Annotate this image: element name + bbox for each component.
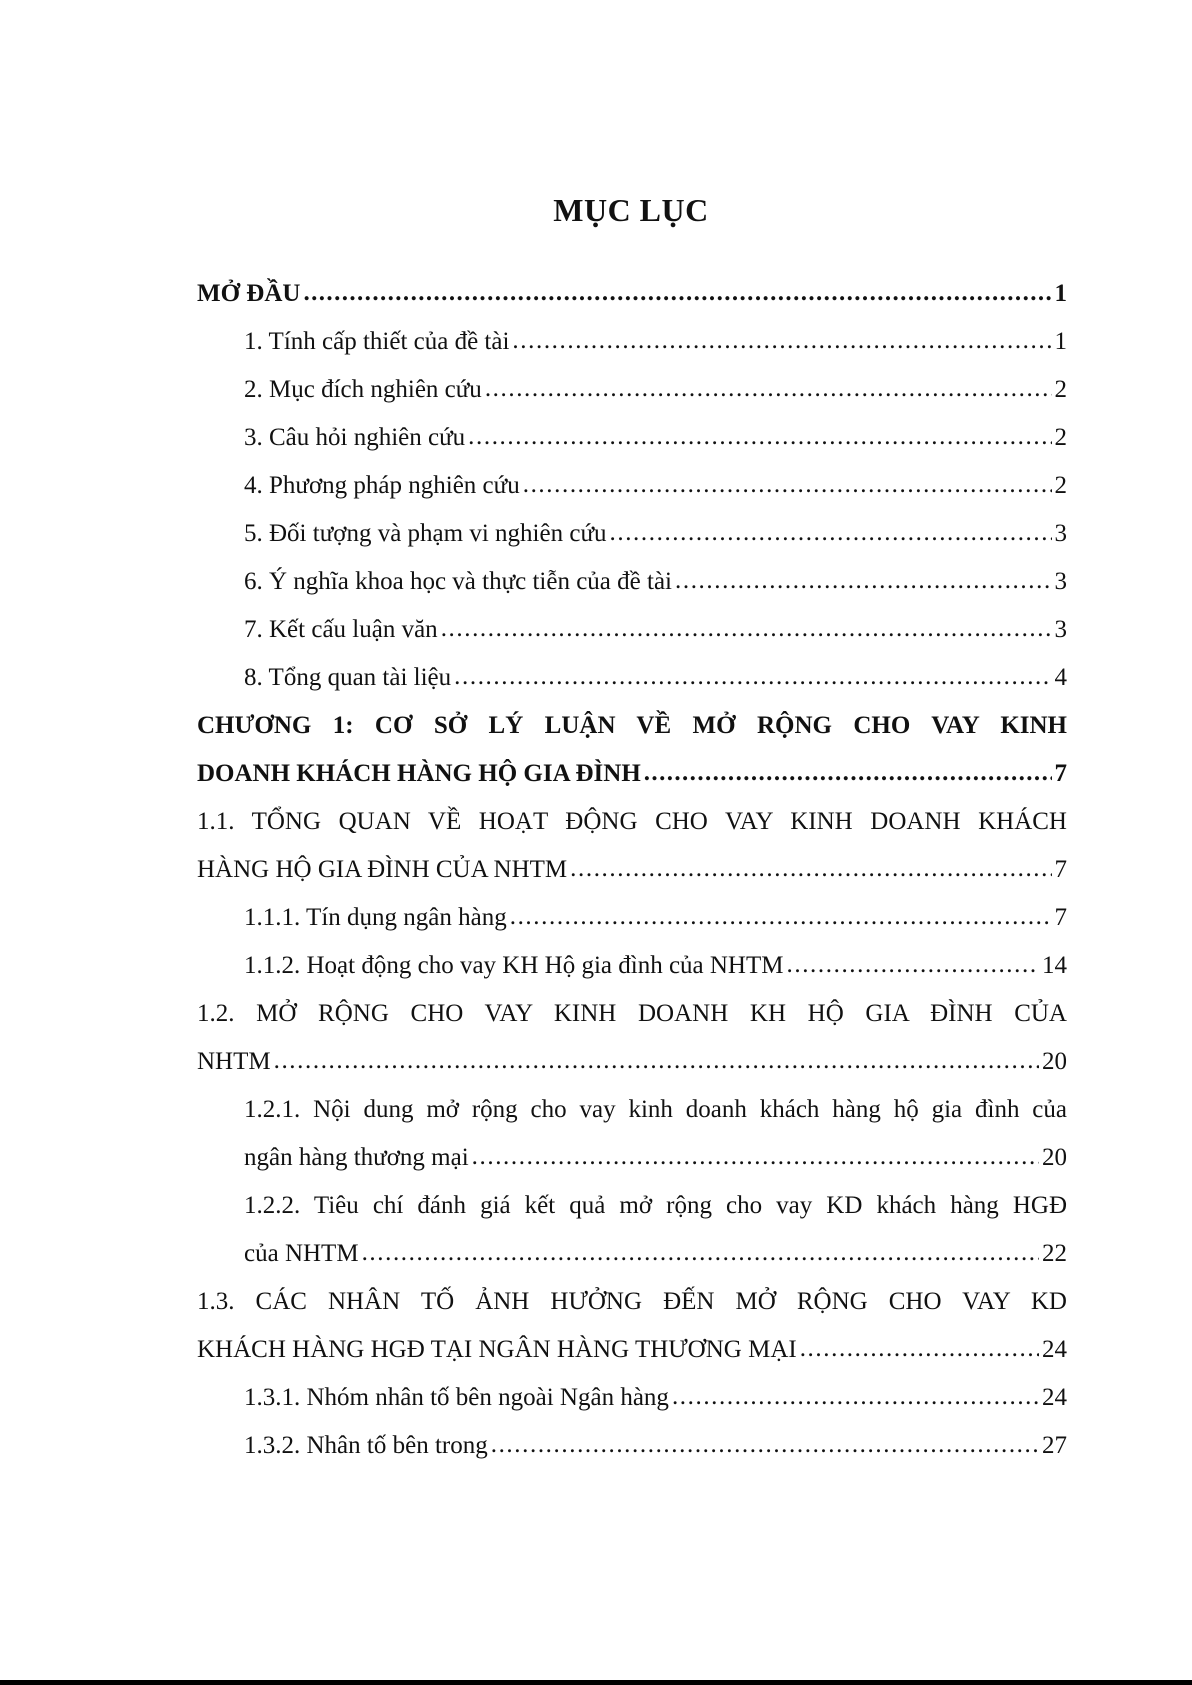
- toc-entry-label: 7. Kết cấu luận văn: [244, 616, 438, 643]
- toc-entry-line2: [197, 1134, 1067, 1182]
- toc-entry-label: của NHTM: [244, 1240, 359, 1267]
- toc-entry-mo-dau[interactable]: [197, 270, 1067, 318]
- toc-entry-page: 22: [1042, 1240, 1067, 1267]
- toc-entry[interactable]: [197, 654, 1067, 702]
- toc-entry-label: 8. Tổng quan tài liệu: [244, 664, 452, 691]
- toc-entry-page: 3: [1054, 568, 1067, 595]
- toc-entry-section-1-2-1[interactable]: [197, 1086, 1067, 1182]
- toc-entry[interactable]: [197, 366, 1067, 414]
- toc-entry[interactable]: [197, 318, 1067, 366]
- toc-entry-label: 1.3.1. Nhóm nhân tố bên ngoài Ngân hàng: [244, 1384, 669, 1411]
- dot-leader: [675, 557, 1052, 605]
- toc-entry-section-1-3[interactable]: [197, 1278, 1067, 1374]
- toc-entry-label-line1: 1.2.1. Nội dung mở rộng cho vay kinh doanh khách hàng hộ gia đình của: [244, 1096, 1067, 1123]
- dot-leader: [672, 1373, 1039, 1421]
- dot-leader: [491, 1421, 1039, 1469]
- toc-entry-label: MỞ ĐẦU: [197, 280, 301, 307]
- toc-entry-page: 20: [1042, 1048, 1067, 1075]
- toc-entry-label: 2. Mục đích nghiên cứu: [244, 376, 482, 403]
- toc-entry-line2: [197, 846, 1067, 894]
- toc-entry-label-line1: CHƯƠNG 1: CƠ SỞ LÝ LUẬN VỀ MỞ RỘNG CHO VAY KINH: [197, 712, 1067, 739]
- toc-entry-label: ngân hàng thương mại: [244, 1144, 469, 1171]
- toc-entry[interactable]: [197, 558, 1067, 606]
- toc-entry-label: 4. Phương pháp nghiên cứu: [244, 472, 520, 499]
- toc-entry-line2: [197, 1038, 1067, 1086]
- dot-leader: [454, 653, 1051, 701]
- toc-entry-page: 7: [1054, 760, 1067, 787]
- dot-leader: [510, 893, 1052, 941]
- table-of-contents: [197, 270, 1067, 1470]
- toc-entry-label-line1: 1.2.2. Tiêu chí đánh giá kết quả mở rộng cho vay KD khách hàng HGĐ: [244, 1192, 1067, 1219]
- toc-entry-label: KHÁCH HÀNG HGĐ TẠI NGÂN HÀNG THƯƠNG MẠI: [197, 1336, 797, 1363]
- toc-entry-label-line1: 1.2. MỞ RỘNG CHO VAY KINH DOANH KH HỘ GIA ĐÌNH CỦA: [197, 1000, 1067, 1027]
- toc-entry[interactable]: [197, 414, 1067, 462]
- toc-entry-label: 1.1.1. Tín dụng ngân hàng: [244, 904, 507, 931]
- toc-entry-section-1-1[interactable]: [197, 798, 1067, 894]
- dot-leader: [523, 461, 1052, 509]
- toc-entry-page: 7: [1054, 856, 1067, 883]
- dot-leader: [468, 413, 1051, 461]
- toc-entry-section-1-2[interactable]: [197, 990, 1067, 1086]
- toc-entry-page: 27: [1042, 1432, 1067, 1459]
- toc-entry-line2: [197, 1326, 1067, 1374]
- toc-entry-page: 4: [1054, 664, 1067, 691]
- toc-entry[interactable]: [197, 510, 1067, 558]
- dot-leader: [570, 845, 1051, 893]
- toc-entry-page: 24: [1042, 1336, 1067, 1363]
- toc-entry-page: 2: [1054, 472, 1067, 499]
- toc-entry-label: 5. Đối tượng và phạm vi nghiên cứu: [244, 520, 607, 547]
- toc-entry-label: 1. Tính cấp thiết của đề tài: [244, 328, 510, 355]
- toc-entry-page: 2: [1054, 376, 1067, 403]
- toc-entry-page: 3: [1054, 520, 1067, 547]
- toc-entry-line2: [197, 1230, 1067, 1278]
- toc-entry[interactable]: [197, 942, 1067, 990]
- toc-entry-line2: [197, 750, 1067, 798]
- toc-entry-label: 3. Câu hỏi nghiên cứu: [244, 424, 466, 451]
- dot-leader: [274, 1037, 1039, 1085]
- dot-leader: [362, 1229, 1039, 1277]
- toc-title: MỤC LỤC: [553, 192, 709, 228]
- toc-entry-page: 3: [1054, 616, 1067, 643]
- toc-entry[interactable]: [197, 606, 1067, 654]
- toc-entry-page: 1: [1054, 328, 1067, 355]
- toc-entry-page: 24: [1042, 1384, 1067, 1411]
- dot-leader: [303, 269, 1051, 317]
- toc-entry[interactable]: [197, 462, 1067, 510]
- dot-leader: [610, 509, 1052, 557]
- dot-leader: [472, 1133, 1039, 1181]
- toc-entry[interactable]: [197, 1422, 1067, 1470]
- dot-leader: [800, 1325, 1039, 1373]
- toc-entry-page: 1: [1054, 280, 1067, 307]
- toc-entry-label: HÀNG HỘ GIA ĐÌNH CỦA NHTM: [197, 856, 568, 883]
- toc-entry-label: 6. Ý nghĩa khoa học và thực tiễn của đề tài: [244, 568, 672, 595]
- toc-entry-page: 14: [1042, 952, 1067, 979]
- toc-entry-label-line1: 1.1. TỔNG QUAN VỀ HOẠT ĐỘNG CHO VAY KINH DOANH KHÁCH: [197, 808, 1067, 835]
- toc-entry-label: NHTM: [197, 1048, 271, 1075]
- toc-entry[interactable]: [197, 1374, 1067, 1422]
- toc-entry-label: DOANH KHÁCH HÀNG HỘ GIA ĐÌNH: [197, 760, 641, 787]
- toc-entry-chapter-1[interactable]: [197, 702, 1067, 798]
- dot-leader: [485, 365, 1052, 413]
- dot-leader: [644, 749, 1052, 797]
- bottom-border: [0, 1680, 1192, 1685]
- dot-leader: [787, 941, 1040, 989]
- dot-leader: [441, 605, 1052, 653]
- toc-entry-label: 1.3.2. Nhân tố bên trong: [244, 1432, 488, 1459]
- toc-entry-page: 2: [1054, 424, 1067, 451]
- toc-entry-page: 7: [1054, 904, 1067, 931]
- toc-entry-section-1-2-2[interactable]: [197, 1182, 1067, 1278]
- toc-entry[interactable]: [197, 894, 1067, 942]
- dot-leader: [512, 317, 1051, 365]
- toc-entry-label: 1.1.2. Hoạt động cho vay KH Hộ gia đình của NHTM: [244, 952, 784, 979]
- toc-entry-page: 20: [1042, 1144, 1067, 1171]
- toc-entry-label-line1: 1.3. CÁC NHÂN TỐ ẢNH HƯỞNG ĐẾN MỞ RỘNG CHO VAY KD: [197, 1288, 1067, 1315]
